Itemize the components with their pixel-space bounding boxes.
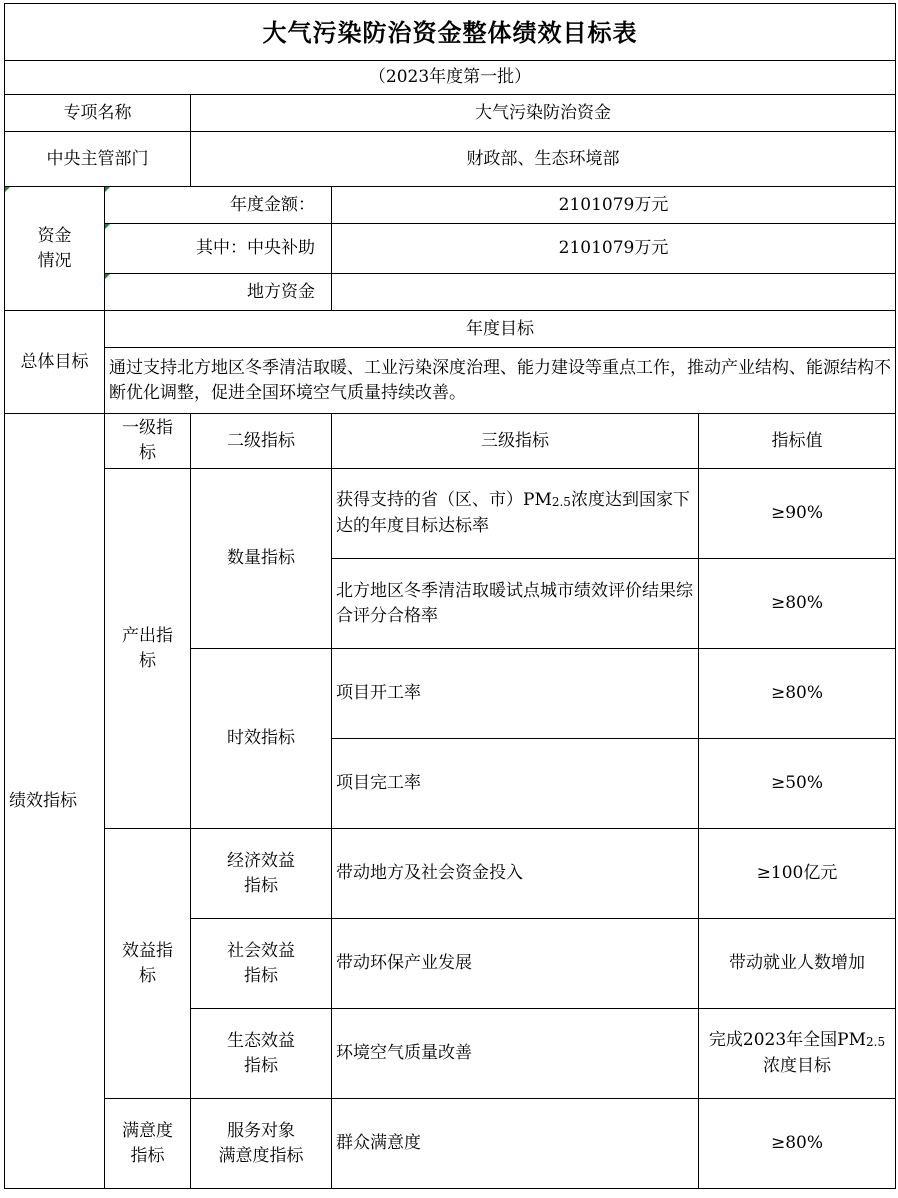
- service-satisfaction-label: [191, 1099, 332, 1189]
- output-label-line2: 标: [139, 650, 156, 671]
- local-funds-label: 地方资金: [105, 274, 332, 311]
- service-label-line1: 服务对象: [227, 1120, 295, 1141]
- timeliness-indicator-label: 时效指标: [191, 649, 332, 829]
- indicator-text-start-rate: 项目开工率: [332, 649, 699, 739]
- ecological-benefit-label: [191, 1009, 332, 1099]
- annual-amount-value: 2101079万元: [332, 187, 896, 224]
- indicator-value-pm25-rate: ≥90%: [699, 469, 896, 559]
- annual-amount-label: 年度金额：: [105, 187, 332, 224]
- annual-goal-header: 年度目标: [105, 311, 896, 348]
- service-label-line2: 满意度指标: [218, 1145, 304, 1166]
- performance-target-table: [4, 3, 896, 1189]
- benefit-label-line1: 效益指: [122, 940, 173, 961]
- economic-label-line1: 经济效益: [227, 850, 295, 871]
- funds-label: [5, 187, 105, 311]
- indicator-text-heating-pass-rate: 北方地区冬季清洁取暖试点城市绩效评价结果综合评分合格率: [332, 559, 699, 649]
- pm25-rate-post: 浓度达到国家下达的年度目标达标率: [336, 490, 690, 536]
- indicator-value-start-rate: ≥80%: [699, 649, 896, 739]
- central-subsidy-value: 2101079万元: [332, 224, 896, 274]
- economic-label-line2: 指标: [244, 875, 278, 896]
- department-value: 财政部、生态环境部: [191, 132, 896, 187]
- pm25-rate-pre: 获得支持的省（区、市）PM: [336, 490, 552, 510]
- benefit-indicator-label: [105, 829, 191, 1099]
- level1-header: [105, 414, 191, 469]
- satisfaction-label-line2: 指标: [130, 1145, 165, 1166]
- overall-goal-label: 总体目标: [5, 311, 105, 414]
- indicator-text-industry: 带动环保产业发展: [332, 919, 699, 1009]
- quantity-indicator-label: 数量指标: [191, 469, 332, 649]
- indicator-text-completion-rate: 项目完工率: [332, 739, 699, 829]
- batch-subtitle: （2023年度第一批）: [5, 61, 896, 95]
- department-label: 中央主管部门: [5, 132, 191, 187]
- value-header: 指标值: [699, 414, 896, 469]
- annual-goal-text: 通过支持北方地区冬季清洁取暖、工业污染深度治理、能力建设等重点工作，推动产业结构、能源结构不断优化调整，促进全国环境空气质量持续改善。: [105, 348, 896, 414]
- indicator-text-public-satisfaction: 群众满意度: [332, 1099, 699, 1189]
- indicator-text-investment: 带动地方及社会资金投入: [332, 829, 699, 919]
- air-quality-value-line1: [703, 1028, 891, 1054]
- level1-header-line2: 标: [139, 443, 156, 463]
- social-label-line2: 指标: [244, 965, 278, 986]
- indicator-text-pm25-rate: [332, 469, 699, 559]
- level2-header: 二级指标: [191, 414, 332, 469]
- satisfaction-label-line1: 满意度: [122, 1120, 173, 1141]
- project-name-value: 大气污染防治资金: [191, 95, 896, 132]
- local-funds-value: [332, 274, 896, 311]
- indicator-value-public-satisfaction: ≥80%: [699, 1099, 896, 1189]
- air-quality-value-line2: 浓度目标: [763, 1056, 831, 1076]
- central-subsidy-label: 其中：中央补助: [105, 224, 332, 274]
- output-label-line1: 产出指: [122, 625, 173, 646]
- indicator-text-air-quality: 环境空气质量改善: [332, 1009, 699, 1099]
- benefit-label-line2: 标: [139, 965, 156, 986]
- air-quality-value-sub: 2.5: [866, 1035, 886, 1049]
- performance-indicator-label: 绩效指标: [5, 414, 105, 1189]
- economic-benefit-label: [191, 829, 332, 919]
- ecological-label-line2: 指标: [244, 1055, 278, 1076]
- indicator-value-completion-rate: ≥50%: [699, 739, 896, 829]
- ecological-label-line1: 生态效益: [227, 1030, 295, 1051]
- indicator-value-air-quality: [699, 1009, 896, 1099]
- output-indicator-label: [105, 469, 191, 829]
- project-name-label: 专项名称: [5, 95, 191, 132]
- air-quality-value-pre: 完成2023年全国PM: [708, 1030, 867, 1050]
- social-label-line1: 社会效益: [227, 940, 295, 961]
- pm25-rate-sub: 2.5: [551, 495, 571, 509]
- table-title: 大气污染防治资金整体绩效目标表: [5, 4, 896, 61]
- funds-label-line2: 情况: [37, 250, 72, 271]
- level3-header: 三级指标: [332, 414, 699, 469]
- indicator-value-investment: ≥100亿元: [699, 829, 896, 919]
- satisfaction-indicator-label: [105, 1099, 191, 1189]
- funds-label-line1: 资金: [37, 225, 72, 246]
- social-benefit-label: [191, 919, 332, 1009]
- level1-header-line1: 一级指: [122, 418, 173, 438]
- indicator-value-industry: 带动就业人数增加: [699, 919, 896, 1009]
- indicator-value-heating-pass-rate: ≥80%: [699, 559, 896, 649]
